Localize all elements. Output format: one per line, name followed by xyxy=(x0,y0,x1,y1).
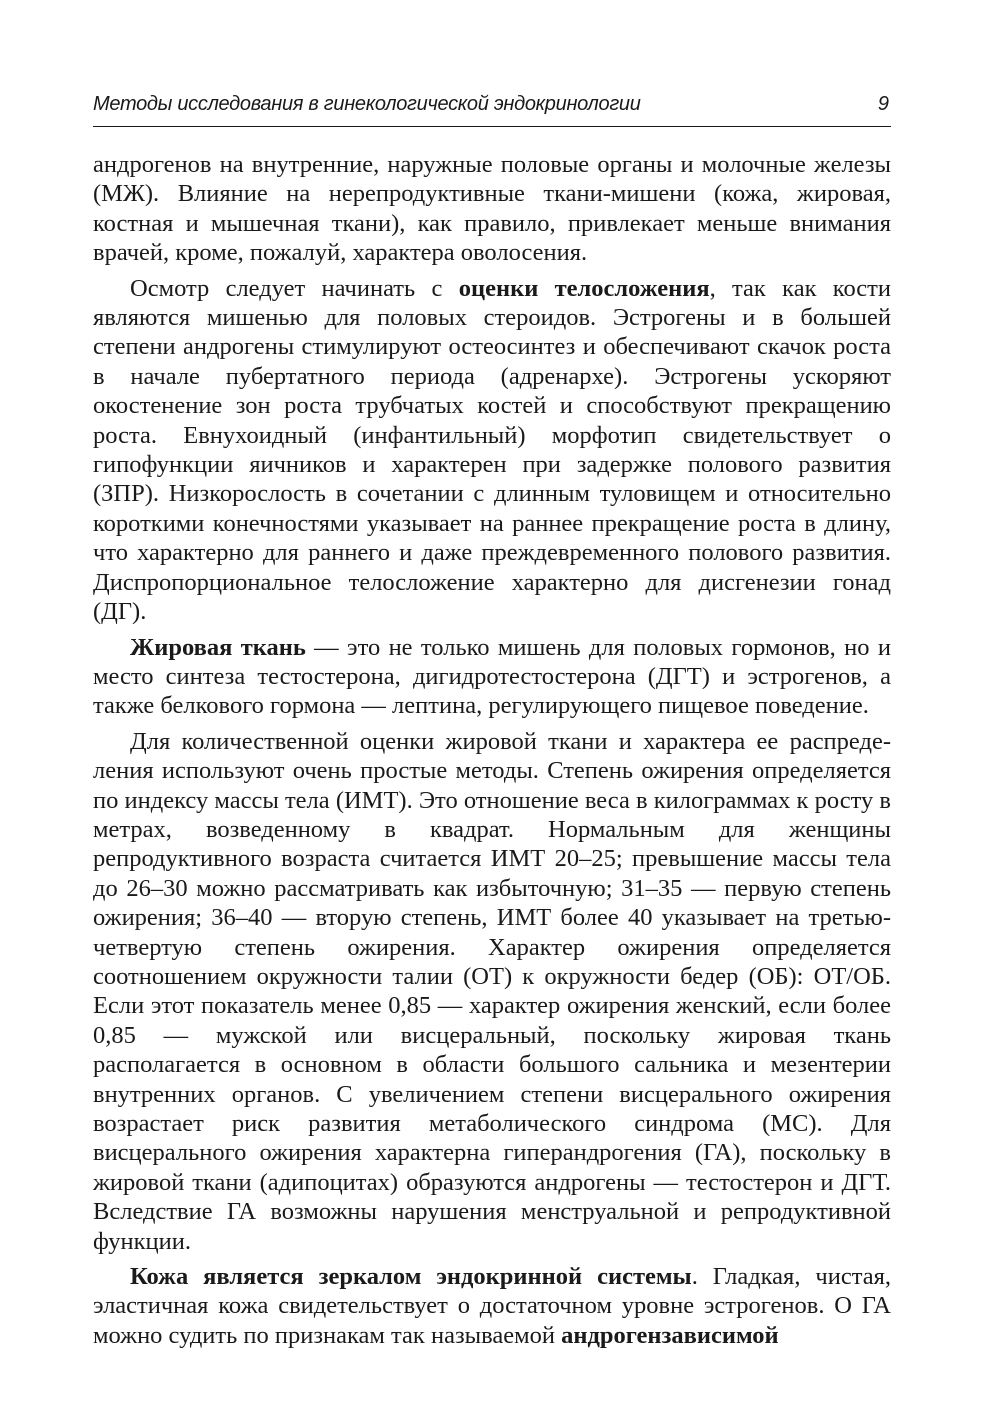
running-title: Методы исследования в гинекологической эндокринологии xyxy=(93,93,641,115)
paragraph-1-text: андрогенов на внутренние, наружные половые органы и молочные железы (МЖ). Влияние на нерепродуктивные ткани-мишени (кожа, жировая, костная и мышечная ткани), как правило, привлекает меньше внимания врачей, кроме, пожалуй, характера оволосения. xyxy=(93,151,891,267)
paragraph-3 xyxy=(93,633,891,721)
paragraph-5-text: . Гладкая, чистая, эластичная кожа свидетельствует о достаточном уровне эстрогенов. О ГА можно судить по признакам так называемой xyxy=(93,1263,891,1349)
paragraph-5 xyxy=(93,1262,891,1350)
paragraph-1 xyxy=(93,150,891,268)
paragraph-2-text-2: , так как кости являются мишенью для половых стероидов. Эстрогены и в большей степени андрогены стимулируют остеосинтез и обеспечивают скачок роста в начале пубертатного периода (адренархе). Эстрогены ускоряют окостенение зон роста трубчатых костей и способствуют прекращению роста. Евнухоидный (инфантильный) морфотип свидетельствует о гипофункции яичников и характерен при задержке полового развития (ЗПР). Низкорослость в сочетании с длинным туловищем и относительно короткими конечностями указывает на раннее прекращение роста в длину, что характерно для раннего и даже преждевременного полового развития. Диспропорциональное телосложение характерно для дисгенезии гонад (ДГ). xyxy=(93,274,891,626)
paragraph-2-text-1: Осмотр следует начинать с xyxy=(130,274,459,302)
paragraph-5-bold-term-2: андрогензависимой xyxy=(561,1321,779,1349)
paragraph-5-bold-term: Кожа является зеркалом эндокринной системы xyxy=(130,1263,692,1291)
body-text xyxy=(93,150,891,1356)
paragraph-3-bold-term: Жировая ткань xyxy=(130,633,306,661)
running-header xyxy=(93,89,891,127)
paragraph-2-bold-term: оценки телосложения xyxy=(458,274,710,302)
page-number: 9 xyxy=(877,93,889,115)
paragraph-2 xyxy=(93,274,891,627)
paragraph-3-text: — это не только мишень для половых гормонов, но и место синтеза тестостерона, дигидротестостерона (ДГТ) и эстрогенов, а также белкового гормона — лептина, регулирующего пищевое поведение. xyxy=(93,633,891,720)
paragraph-4 xyxy=(93,727,891,1256)
paragraph-4-text: Для количественной оценки жировой ткани и характера ее распределения используют очень простые методы. Степень ожирения определяется по индексу массы тела (ИМТ). Это отношение веса в килограммах к росту в метрах, возведенному в квадрат. Нормальным для женщины репродуктивного возраста считается ИМТ 20–25; превышение массы тела до 26–30 можно рассматривать как избыточную; 31–35 — первую степень ожирения; 36–40 — вторую степень, ИМТ более 40 указывает на третью-четвертую степень ожирения. Характер ожирения определяется соотношением окружности талии (ОТ) к окружности бедер (ОБ): ОТ/ОБ. Если этот показатель менее 0,85 — характер ожирения женский, если более 0,85 — мужской или висцеральный, поскольку жировая ткань располагается в основном в области большого сальника и мезентерии внутренних органов. С увеличением степени висцерального ожирения возрастает риск развития метаболического синдрома (МС). Для висцерального ожирения характерна гиперандрогения (ГА), поскольку в жировой ткани (адипоцитах) образуются андрогены — тестостерон и ДГТ. Вследствие ГА возможны нарушения менструальной и репродуктивной функции. xyxy=(93,727,891,1255)
